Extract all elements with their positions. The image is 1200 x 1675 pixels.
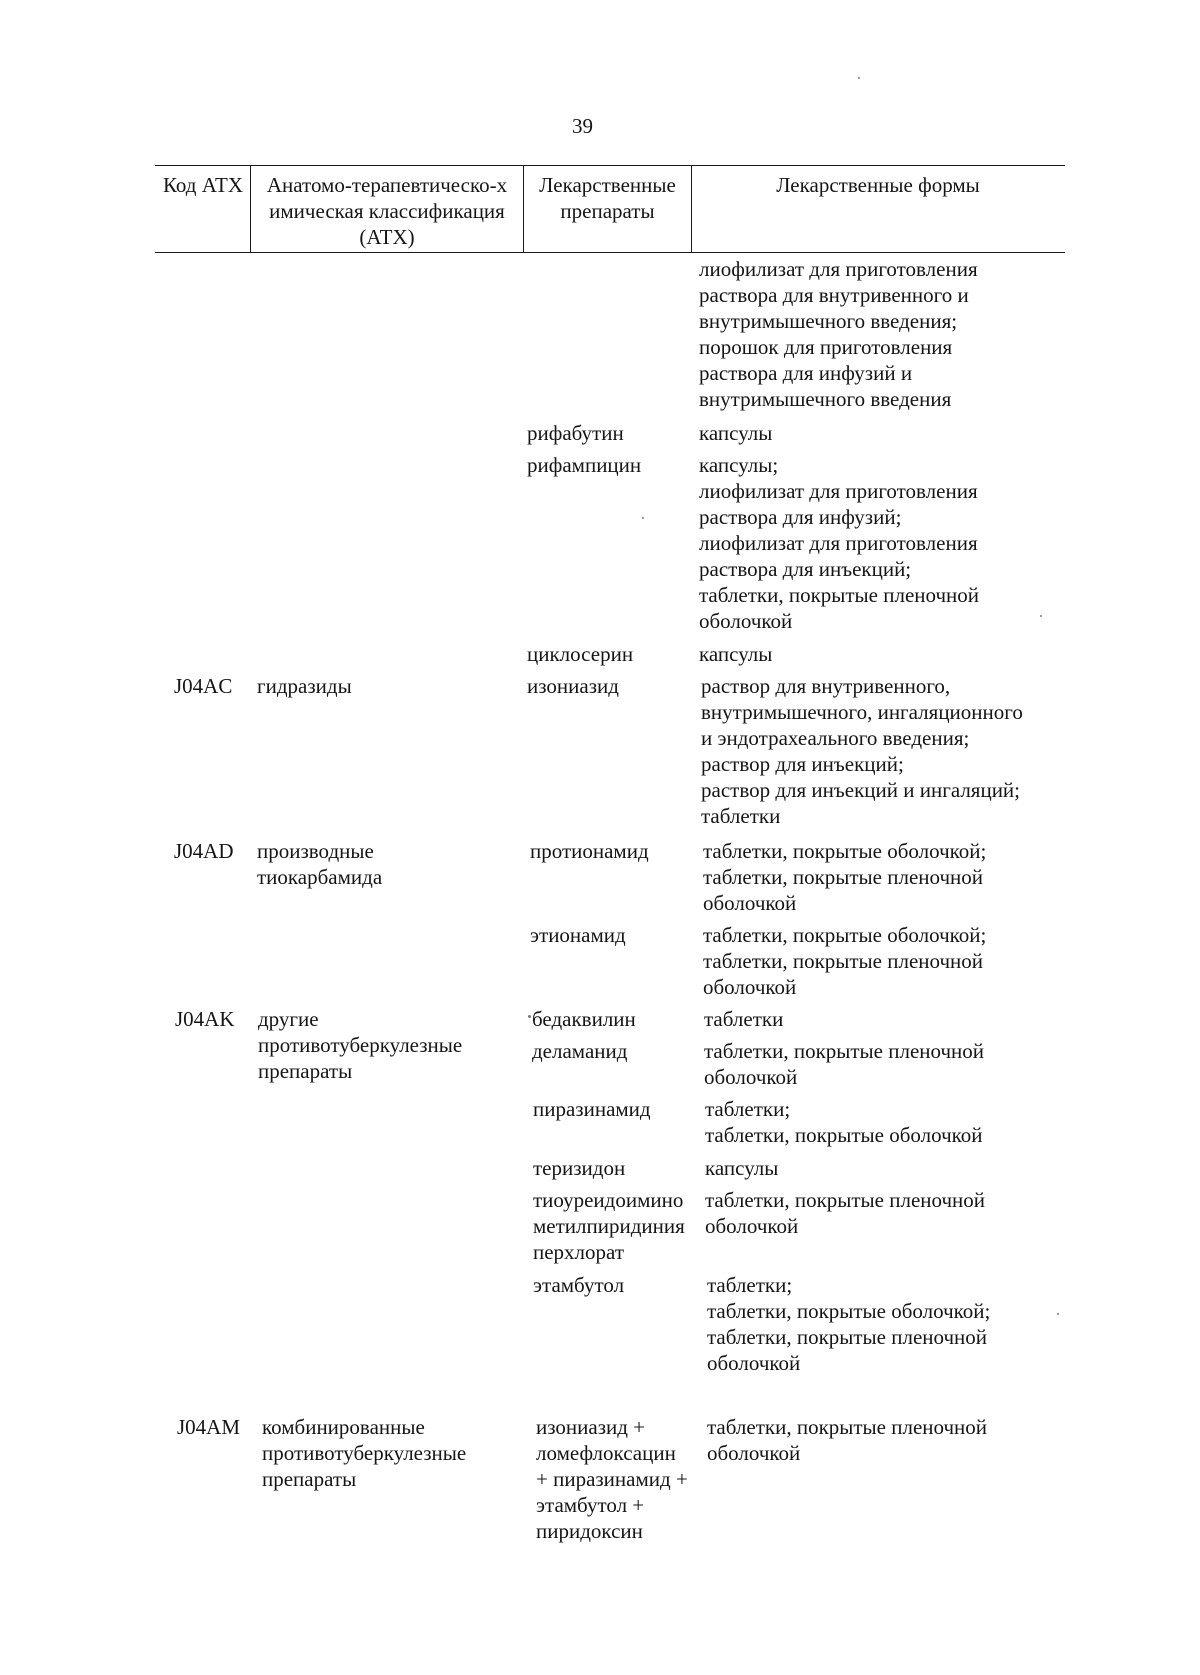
scan-speck [858, 77, 860, 79]
scan-speck [642, 517, 644, 519]
forms-cell: таблетки, покрытые пленочной оболочкой [705, 1188, 986, 1238]
header-classification: Анатомо-терапевтическо-х имическая классификация (АТХ) [266, 173, 508, 249]
forms-cell: капсулы [705, 1156, 779, 1180]
scan-speck [1057, 1313, 1059, 1315]
forms-cell: капсулы; лиофилизат для приготовления раствора для инфузий; лиофилизат для приготовления раствора для инъекций; таблетки, покрытые пленочной оболочкой [699, 453, 980, 633]
scan-speck [1040, 615, 1042, 617]
drug-cell: деламанид [532, 1039, 628, 1063]
forms-cell: таблетки, покрытые пленочной оболочкой [704, 1039, 985, 1089]
table-top-rule [155, 165, 1065, 166]
drug-cell: изониазид [527, 674, 619, 698]
forms-cell: капсулы [699, 421, 773, 445]
drug-cell: этамбутол [533, 1273, 625, 1297]
header-divider-3 [691, 166, 692, 252]
drug-cell: теризидон [533, 1156, 626, 1180]
forms-cell: таблетки; таблетки, покрытые оболочкой [705, 1097, 983, 1147]
forms-cell: лиофилизат для приготовления раствора для внутривенного и внутримышечного введения; порошок для приготовления раствора для инфузий и внутримышечного введения [699, 257, 978, 411]
drug-cell: тиоуреидоимино метилпиридиния перхлорат [533, 1188, 685, 1264]
drug-cell: протионамид [530, 839, 649, 863]
scan-speck [528, 1015, 531, 1018]
class-cell: другие противотуберкулезные препараты [258, 1007, 463, 1083]
header-bottom-rule [155, 252, 1065, 253]
page-number: 39 [572, 114, 593, 138]
forms-cell: таблетки, покрытые оболочкой; таблетки, покрытые пленочной оболочкой [703, 839, 987, 915]
forms-cell: капсулы [699, 642, 773, 666]
code-cell: J04AK [175, 1007, 235, 1031]
drug-cell: изониазид + ломефлоксацин + пиразинамид + этамбутол + пиридоксин [536, 1415, 688, 1543]
class-cell: производные тиокарбамида [257, 839, 383, 889]
class-cell: гидразиды [257, 674, 352, 698]
forms-cell: таблетки; таблетки, покрытые оболочкой; таблетки, покрытые пленочной оболочкой [707, 1273, 991, 1375]
drug-cell: циклосерин [527, 642, 634, 666]
class-cell: комбинированные противотуберкулезные препараты [262, 1415, 467, 1491]
code-cell: J04AC [174, 674, 233, 698]
code-cell: J04AM [177, 1415, 241, 1439]
drug-cell: рифабутин [527, 421, 624, 445]
forms-cell: раствор для внутривенного, внутримышечного, ингаляционного и эндотрахеального введения; раствор для инъекций; раствор для инъекций и ингаляций; таблетки [701, 674, 1023, 828]
forms-cell: таблетки, покрытые пленочной оболочкой [707, 1415, 988, 1465]
header-drugs: Лекарственные препараты [539, 173, 676, 223]
header-forms: Лекарственные формы [776, 173, 980, 197]
forms-cell: таблетки [704, 1007, 784, 1031]
forms-cell: таблетки, покрытые оболочкой; таблетки, покрытые пленочной оболочкой [703, 923, 987, 999]
drug-cell: бедаквилин [532, 1007, 636, 1031]
drug-cell: этионамид [530, 923, 626, 947]
header-divider-2 [523, 166, 524, 252]
code-cell: J04AD [174, 839, 234, 863]
header-code: Код АТХ [162, 173, 244, 197]
drug-cell: рифампицин [527, 453, 642, 477]
drug-cell: пиразинамид [533, 1097, 651, 1121]
